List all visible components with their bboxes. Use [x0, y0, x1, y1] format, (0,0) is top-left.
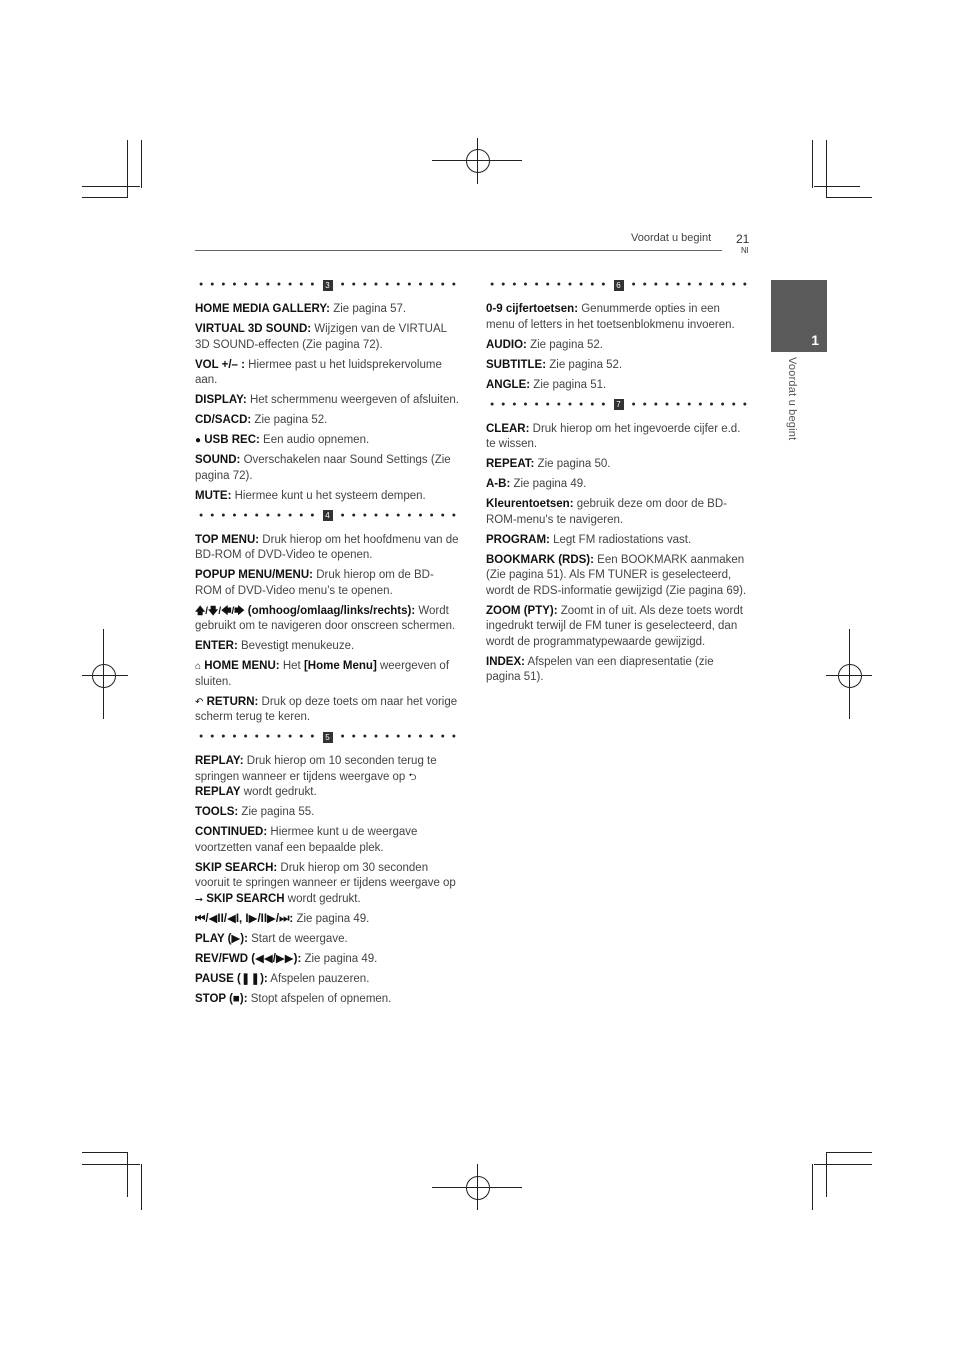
section-number: 3: [323, 280, 333, 291]
section-divider-6: ● ● ● ● ● ● ● ● ● ● ● 6 ● ● ● ● ● ● ● ● ● ● ●: [490, 280, 747, 290]
item-mute: MUTE: Hiermee kunt u het systeem dempen.: [195, 489, 426, 502]
item-sound: SOUND: Overschakelen naar Sound Settings (Zie pagina 72).: [195, 454, 451, 482]
left-column: [195, 278, 460, 1012]
item-home-media-gallery: HOME MEDIA GALLERY: Zie pagina 57.: [195, 303, 407, 315]
item-home-menu: ⌂ HOME MENU: Het [Home Menu] weergeven of sluiten.: [195, 660, 450, 688]
section-divider-5: ● ● ● ● ● ● ● ● ● ● ● 5 ● ● ● ● ● ● ● ● ● ● ●: [199, 732, 456, 742]
section-divider-3: ● ● ● ● ● ● ● ● ● ● ● 3 ● ● ● ● ● ● ● ● ● ● ●: [199, 280, 456, 290]
section-number: 5: [323, 732, 333, 743]
item-enter: ENTER: Bevestigt menukeuze.: [195, 640, 355, 652]
section-divider-4: ● ● ● ● ● ● ● ● ● ● ● 4 ● ● ● ● ● ● ● ● ● ● ●: [199, 511, 456, 520]
item-a-b: A-B: Zie pagina 49.: [486, 478, 587, 490]
skip-search-icon: ⭢: [195, 893, 203, 905]
home-icon: ⌂: [195, 661, 202, 672]
item-top-menu: TOP MENU: Druk hierop om het hoofdmenu van de BD-ROM of DVD-Video te openen.: [195, 533, 459, 561]
page-number: 21: [736, 232, 750, 246]
chapter-number: 1: [811, 332, 819, 348]
item-arrows: 🡅/🡇/🡄/🡆 (omhoog/omlaag/links/rechts): Wordt gebruikt om te navigeren door onscreen schermen.: [195, 604, 456, 632]
item-cd-sacd: CD/SACD: Zie pagina 52.: [195, 414, 328, 426]
item-color-keys: Kleurentoetsen: gebruik deze om door de BD-ROM-menu's te navigeren.: [486, 498, 727, 526]
chapter-label: Voordat u begint: [786, 357, 798, 441]
item-clear: CLEAR: Druk hierop om het ingevoerde cijfer e.d. te wissen.: [486, 422, 741, 450]
replay-icon: ⮌: [408, 771, 417, 783]
chapter-tab: [771, 280, 827, 352]
section-divider-7: ● ● ● ● ● ● ● ● ● ● ● 7 ● ● ● ● ● ● ● ● ● ● ●: [490, 400, 747, 409]
item-pause: PAUSE (❚❚): Afspelen pauzeren.: [195, 972, 370, 985]
item-subtitle: SUBTITLE: Zie pagina 52.: [486, 358, 623, 371]
item-digits: 0-9 cijfertoetsen: Genummerde opties in een menu of letters in het toetsenblokmenu invoeren.: [486, 303, 735, 331]
section-number: 4: [323, 510, 333, 521]
section-number: 6: [614, 280, 624, 291]
item-skip-buttons: ⏮/◀II/◀I, I▶/II▶/⏭: Zie pagina 49.: [195, 912, 370, 925]
item-index: INDEX: Afspelen van een diapresentatie (zie pagina 51).: [486, 655, 714, 683]
item-usb-rec: ● USB REC: Een audio opnemen.: [195, 433, 460, 449]
running-header-title: Voordat u begint: [631, 232, 712, 244]
item-replay: REPLAY: Druk hierop om 10 seconden terug te springen wanneer er tijdens weergave op ⮌ REPLAY wordt gedrukt.: [195, 755, 437, 798]
item-rev-fwd: REV/FWD (◀◀/▶▶): Zie pagina 49.: [195, 952, 378, 965]
return-icon: ↶: [195, 696, 204, 708]
item-audio: AUDIO: Zie pagina 52.: [486, 338, 603, 351]
item-angle: ANGLE: Zie pagina 51.: [486, 378, 607, 391]
header-rule: [195, 250, 722, 251]
item-popup-menu: POPUP MENU/MENU: Druk hierop om de BD-ROM of DVD-Video menu’s te openen.: [195, 569, 434, 597]
item-continued: CONTINUED: Hiermee kunt u de weergave voortzetten vanaf een bepaalde plek.: [195, 826, 418, 854]
item-vol: VOL +/– : Hiermee past u het luidsprekervolume aan.: [195, 358, 442, 386]
language-code: Nl: [741, 246, 749, 255]
arrow-keys-icon: 🡅/🡇/🡄/🡆: [195, 605, 245, 617]
record-dot-icon: ●: [195, 435, 202, 446]
section-number: 7: [614, 399, 624, 410]
item-tools: TOOLS: Zie pagina 55.: [195, 806, 315, 818]
item-virtual-3d-sound: VIRTUAL 3D SOUND: Wijzigen van de VIRTUAL 3D SOUND-effecten (Zie pagina 72).: [195, 323, 447, 351]
right-column: [486, 278, 751, 690]
item-return: ↶ RETURN: Druk op deze toets om naar het vorige scherm terug te keren.: [195, 695, 458, 723]
item-repeat: REPEAT: Zie pagina 50.: [486, 458, 611, 470]
item-stop: STOP (■): Stopt afspelen of opnemen.: [195, 992, 392, 1005]
item-zoom: ZOOM (PTY): Zoomt in of uit. Als deze toets wordt ingedrukt terwijl de FM tuner is geselecteerd, dan wordt de programmatypewaarde gewijzigd.: [486, 604, 743, 648]
item-bookmark: BOOKMARK (RDS): Een BOOKMARK aanmaken (Zie pagina 51). Als FM TUNER is geselecteerd, wordt de RDS-informatie gewijzigd (Zie pagina 69).: [486, 553, 747, 597]
item-play: PLAY (▶): Start de weergave.: [195, 932, 348, 945]
item-display: DISPLAY: Het schermmenu weergeven of afsluiten.: [195, 394, 459, 406]
item-program: PROGRAM: Legt FM radiostations vast.: [486, 533, 692, 546]
item-skip-search: SKIP SEARCH: Druk hierop om 30 seconden vooruit te springen wanneer er tijdens weergave op ⭢ SKIP SEARCH wordt gedrukt.: [195, 861, 460, 908]
